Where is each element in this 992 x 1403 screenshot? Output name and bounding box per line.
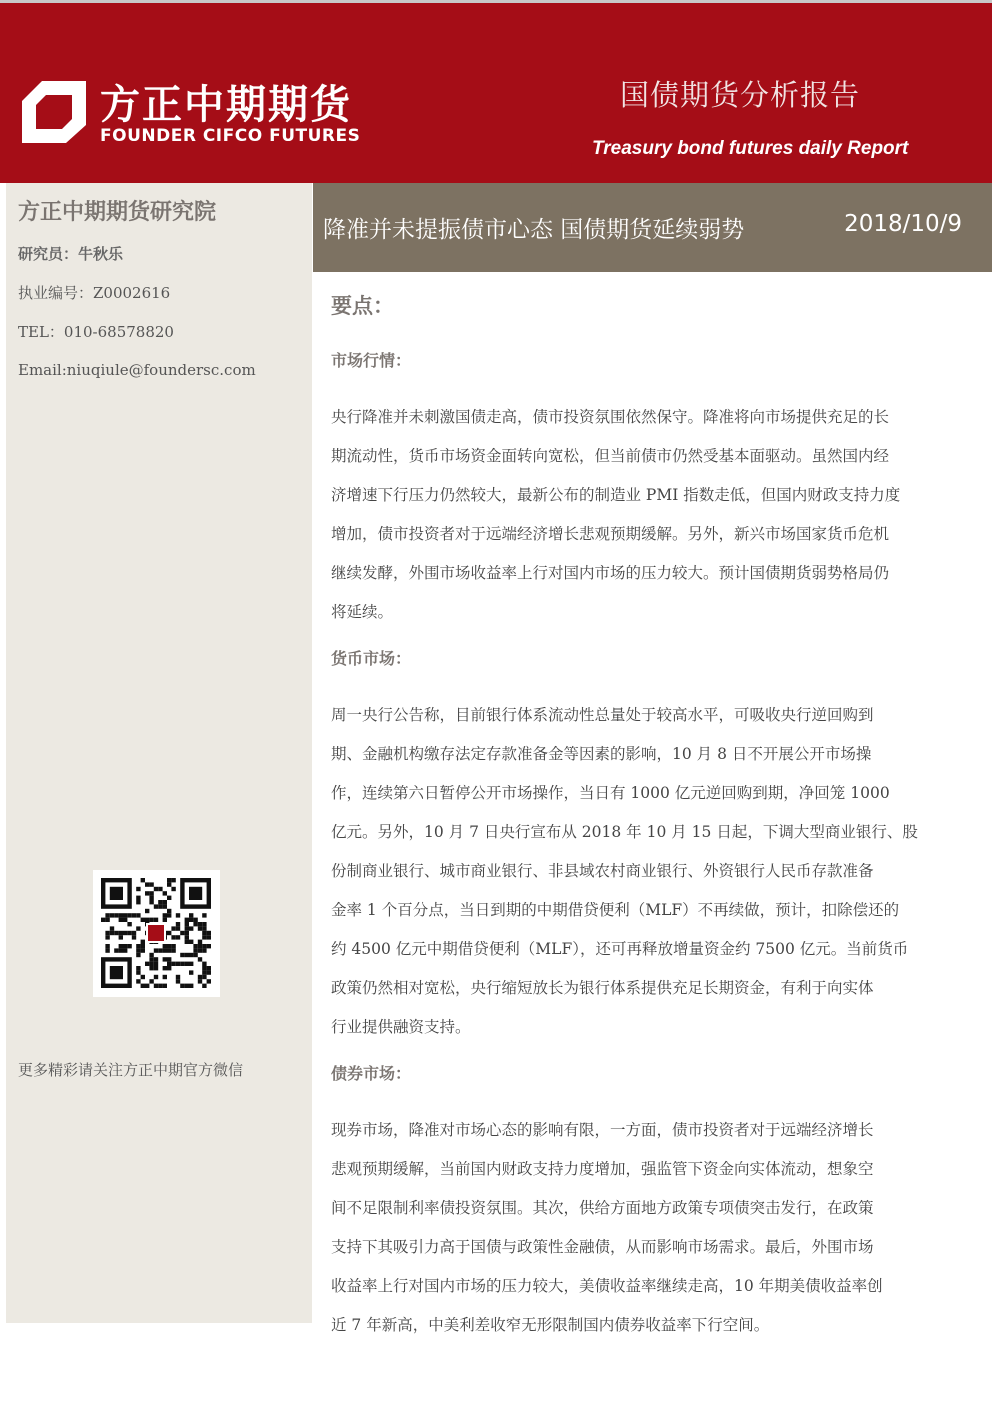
section-title: 债券市场： <box>331 1064 412 1083</box>
sidebar <box>6 183 312 1323</box>
section-paragraph <box>331 696 961 1047</box>
paragraph-line: 收益率上行对国内市场的压力较大，美债收益率继续走高，10 年期美债收益率创 <box>331 1277 883 1295</box>
report-type-en: Treasury bond futures daily Report <box>592 138 909 159</box>
report-body <box>331 290 961 1361</box>
institute-name: 方正中期期货研究院 <box>18 200 217 225</box>
section-title: 市场行情： <box>331 351 412 370</box>
paragraph-line: 央行降准并未刺激国债走高，债市投资氛围依然保守。降准将向市场提供充足的长 <box>331 408 890 426</box>
paragraph-line: 间不足限制利率债投资氛围。其次，供给方面地方政策专项债突击发行，在政策 <box>331 1199 874 1217</box>
section-title: 货币市场： <box>331 649 412 668</box>
paragraph-line: 约 4500 亿元中期借贷便利（MLF），还可再释放增量资金约 7500 亿元。当前货币 <box>331 940 909 958</box>
paragraph-line: 近 7 年新高，中美利差收窄无形限制国内债券收益率下行空间。 <box>331 1316 770 1334</box>
paragraph-line: 期、金融机构缴存法定存款准备金等因素的影响，10 月 8 日不开展公开市场操 <box>331 745 872 763</box>
key-points-title: 要点： <box>331 294 394 318</box>
report-date: 2018/10/9 <box>844 211 962 237</box>
paragraph-line: 济增速下行压力仍然较大，最新公布的制造业 PMI 指数走低，但国内财政支持力度 <box>331 486 901 504</box>
researcher-name: 研究员：牛秋乐 <box>18 245 124 263</box>
company-name-en: FOUNDER CIFCO FUTURES <box>100 126 361 146</box>
company-name-cn: 方正中期期货 <box>100 82 352 128</box>
section-bond-market <box>331 1063 961 1345</box>
section-money-market <box>331 648 961 1047</box>
follow-wechat-text: 更多精彩请关注方正中期官方微信 <box>18 1061 244 1079</box>
report-type-cn: 国债期货分析报告 <box>620 78 861 112</box>
title-bar <box>313 183 992 272</box>
contact-email[interactable]: Email:niuqiule@foundersc.com <box>18 361 256 379</box>
paragraph-line: 政策仍然相对宽松，央行缩短放长为银行体系提供充足长期资金，有利于向实体 <box>331 979 874 997</box>
paragraph-line: 周一央行公告称，目前银行体系流动性总量处于较高水平，可吸收央行逆回购到 <box>331 706 874 724</box>
section-paragraph <box>331 1111 961 1345</box>
paragraph-line: 作，连续第六日暂停公开市场操作，当日有 1000 亿元逆回购到期，净回笼 1000 <box>331 784 890 802</box>
paragraph-line: 继续发酵，外围市场收益率上行对国内市场的压力较大。预计国债期货弱势格局仍 <box>331 564 890 582</box>
paragraph-line: 行业提供融资支持。 <box>331 1018 471 1036</box>
paragraph-line: 期流动性，货币市场资金面转向宽松，但当前债市仍然受基本面驱动。虽然国内经 <box>331 447 890 465</box>
paragraph-line: 将延续。 <box>331 603 394 621</box>
paragraph-line: 份制商业银行、城市商业银行、非县域农村商业银行、外资银行人民币存款准备 <box>331 862 874 880</box>
section-paragraph <box>331 398 961 632</box>
paragraph-line: 悲观预期缓解，当前国内财政支持力度增加，强监管下资金向实体流动，想象空 <box>331 1160 874 1178</box>
report-headline: 降准并未提振债市心态 国债期货延续弱势 <box>323 217 745 243</box>
paragraph-line: 增加，债市投资者对于远端经济增长悲观预期缓解。另外，新兴市场国家货币危机 <box>331 525 890 543</box>
paragraph-line: 支持下其吸引力高于国债与政策性金融债，从而影响市场需求。最后，外围市场 <box>331 1238 874 1256</box>
report-header <box>0 0 992 183</box>
section-market <box>331 350 961 632</box>
paragraph-line: 亿元。另外，10 月 7 日央行宣布从 2018 年 10 月 15 日起，下调大型商业银行、股 <box>331 823 918 841</box>
paragraph-line: 现券市场，降准对市场心态的影响有限，一方面，债市投资者对于远端经济增长 <box>331 1121 874 1139</box>
wechat-qr-code <box>93 870 220 997</box>
license-number: 执业编号：Z0002616 <box>18 284 171 302</box>
paragraph-line: 金率 1 个百分点，当日到期的中期借贷便利（MLF）不再续做，预计，扣除偿还的 <box>331 901 900 919</box>
contact-tel: TEL：010-68578820 <box>18 323 174 341</box>
company-logo-icon <box>22 81 86 143</box>
